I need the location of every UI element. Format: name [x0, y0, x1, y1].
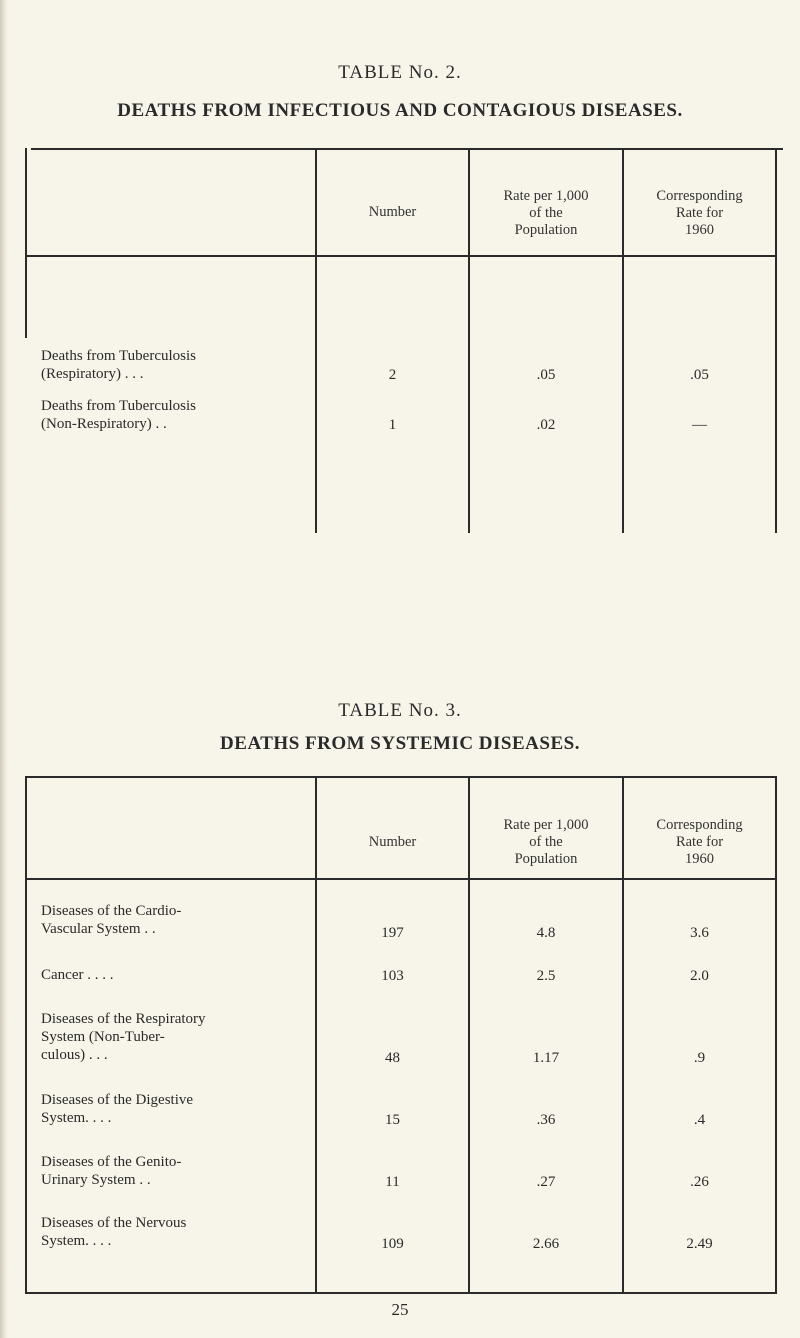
table-2-cell-number: 2 — [388, 367, 397, 383]
table-3-cell-number: 109 — [381, 1236, 404, 1252]
table-3-cell-number: 15 — [385, 1112, 400, 1128]
table-3-header-rule — [25, 878, 777, 880]
table-3-cell-number: 11 — [385, 1174, 400, 1190]
table-2-top-rule — [31, 148, 783, 150]
table-3-row-label: Diseases of the Respiratory System (Non-Tuber- culous) . . . — [41, 1011, 206, 1063]
table-2-header-rate: Rate per 1,000 of the Population — [503, 188, 589, 238]
table-3-cell-corresponding: .4 — [693, 1112, 706, 1128]
table-3-bottom-rule — [25, 1292, 777, 1294]
table-3-cell-rate: 1.17 — [532, 1050, 560, 1066]
table-3-cell-number: 103 — [381, 968, 404, 984]
table-2-cell-corresponding: — — [692, 417, 707, 433]
page-edge-shadow — [0, 0, 8, 1338]
table-3-right-border — [775, 776, 777, 1294]
table-3-row-label: Diseases of the Genito- Urinary System . . — [41, 1154, 182, 1188]
table-3-header-corresponding: Corresponding Rate for 1960 — [656, 817, 743, 867]
table-3-cell-corresponding: 2.49 — [686, 1236, 713, 1252]
table-2-row-label: Deaths from Tuberculosis (Respiratory) . . . — [41, 348, 196, 382]
table-3-header-rate: Rate per 1,000 of the Population — [503, 817, 589, 867]
table-3-cell-corresponding: 3.6 — [690, 925, 709, 941]
table-3-row-label: Diseases of the Cardio- Vascular System . . — [41, 903, 182, 937]
table-3-left-border — [25, 776, 27, 1294]
page-number: 25 — [391, 1300, 409, 1319]
table-2-header-corresponding: Corresponding Rate for 1960 — [656, 188, 743, 238]
table-3-title: DEATHS FROM SYSTEMIC DISEASES. — [220, 733, 580, 754]
table-3-cell-rate: 4.8 — [536, 925, 556, 941]
table-2-cell-number: 1 — [388, 417, 397, 433]
table-3-number: TABLE No. 3. — [338, 700, 462, 721]
table-2-right-border — [775, 148, 777, 533]
table-2-cell-rate: .05 — [536, 367, 556, 383]
table-3-header-number: Number — [368, 834, 417, 850]
table-3-cell-rate: 2.5 — [536, 968, 556, 984]
table-2-title: DEATHS FROM INFECTIOUS AND CONTAGIOUS DISEASES. — [117, 100, 683, 121]
table-2-row-label: Deaths from Tuberculosis (Non-Respiratory) . . — [41, 398, 196, 432]
table-3-row-label: Diseases of the Nervous System. . . . — [41, 1215, 187, 1249]
table-2-number: TABLE No. 2. — [338, 62, 462, 83]
table-3-cell-corresponding: .9 — [693, 1050, 706, 1066]
table-3-cell-rate: .27 — [536, 1174, 556, 1190]
table-2-header-number: Number — [368, 204, 417, 220]
table-2-left-border — [25, 148, 27, 338]
table-3-cell-number: 48 — [385, 1050, 400, 1066]
table-3-row-label: Cancer . . . . — [41, 967, 114, 983]
table-3-cell-corresponding: .26 — [690, 1174, 709, 1190]
table-3-cell-corresponding: 2.0 — [690, 968, 709, 984]
table-3-cell-rate: .36 — [536, 1112, 556, 1128]
table-2-cell-corresponding: .05 — [690, 367, 709, 383]
table-3-top-rule — [25, 776, 777, 778]
table-2-cell-rate: .02 — [536, 417, 556, 433]
table-3-cell-number: 197 — [381, 925, 404, 941]
table-3-row-label: Diseases of the Digestive System. . . . — [41, 1092, 194, 1126]
table-2-header-rule — [25, 255, 777, 257]
table-3-cell-rate: 2.66 — [532, 1236, 560, 1252]
